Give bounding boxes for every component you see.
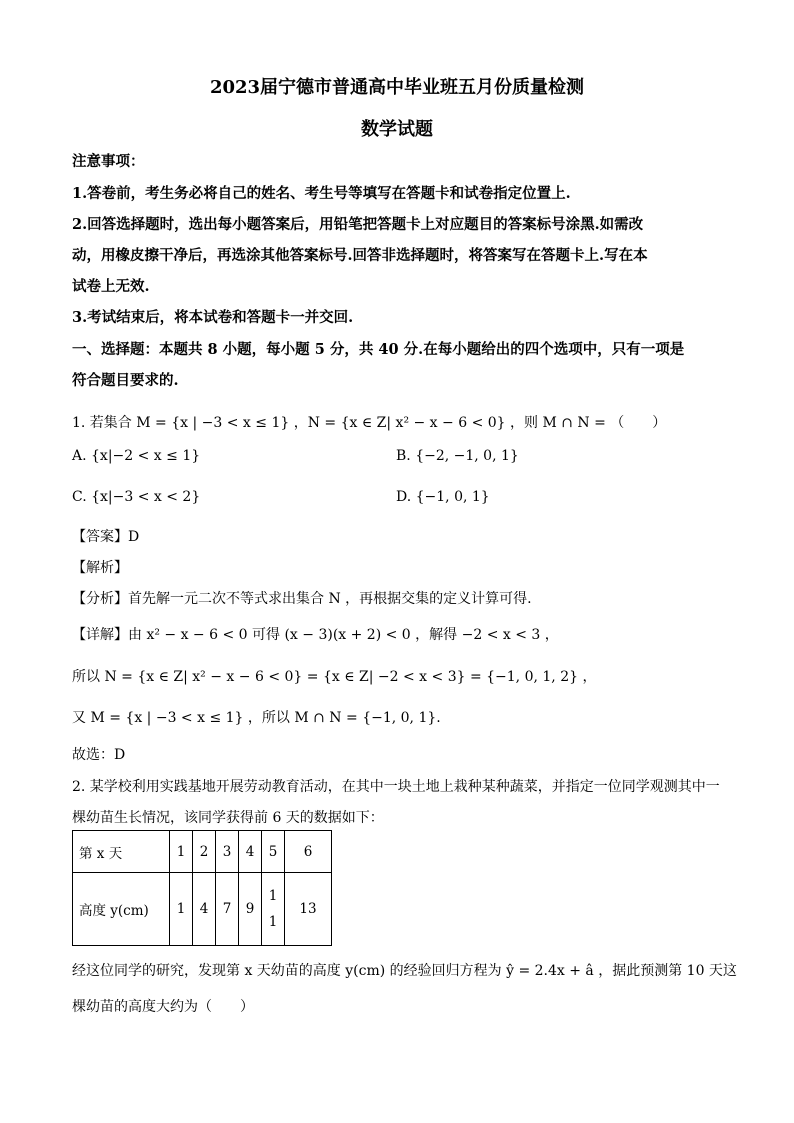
data-table — [72, 830, 332, 946]
question-1-answer: 【答案】D — [72, 529, 140, 545]
table-cell: 2 — [193, 831, 216, 873]
table-cell: 4 — [239, 831, 262, 873]
notes-item-1: 1.答卷前，考生务必将自己的姓名、考生号等填写在答题卡和试卷指定位置上. — [72, 185, 571, 202]
section-heading-line-2: 符合题目要求的. — [72, 372, 179, 389]
question-2-after-line-1: 经这位同学的研究，发现第 x 天幼苗的高度 y(cm) 的经验回归方程为 ŷ = 2.4x + â ，据此预测第 10 天这 — [72, 963, 737, 979]
notes-item-2-line-1: 2.回答选择题时，选出每小题答案后，用铅笔把答题卡上对应题目的答案标号涂黑.如需改 — [72, 216, 644, 233]
question-1-option-d: D. {−1, 0, 1} — [396, 489, 490, 505]
table-cell: 1 — [170, 831, 193, 873]
table-row — [73, 831, 332, 873]
question-1-option-a: A. {x|−2 < x ≤ 1} — [72, 448, 201, 464]
notes-item-3: 3.考试结束后，将本试卷和答题卡一并交回. — [72, 309, 354, 326]
table-cell: 5 — [262, 831, 285, 873]
question-1-analysis: 【分析】首先解一元二次不等式求出集合 N ，再根据交集的定义计算可得. — [72, 591, 532, 607]
question-2-stem-line-1: 2. 某学校利用实践基地开展劳动教育活动，在其中一块土地上栽种某种蔬菜，并指定一位同学观测其中一 — [72, 779, 720, 795]
question-1-detail: 【详解】由 x² − x − 6 < 0 可得 (x − 3)(x + 2) < 0 ，解得 −2 < x < 3 ， — [72, 627, 559, 643]
table-header-height: 高度 y(cm) — [73, 873, 170, 946]
table-cell-line: 1 — [268, 888, 278, 904]
table-cell-stacked — [262, 873, 285, 946]
page-subtitle: 数学试题 — [361, 119, 433, 140]
question-1-solution-line-2: 又 M = {x | −3 < x ≤ 1} ，所以 M ∩ N = {−1, 0, 1}. — [72, 710, 441, 726]
table-cell-line: 1 — [268, 914, 278, 930]
table-cell: 4 — [193, 873, 216, 946]
question-2-after-line-2: 棵幼苗的高度大约为（ ） — [72, 999, 254, 1015]
notes-item-2-line-2: 动，用橡皮擦干净后，再选涂其他答案标号.回答非选择题时，将答案写在答题卡上.写在本 — [72, 247, 648, 264]
question-1-stem: 1. 若集合 M = {x | −3 < x ≤ 1} ，N = {x ∈ Z| x² − x − 6 < 0} ，则 M ∩ N = （ ） — [72, 415, 667, 431]
page-title: 2023届宁德市普通高中毕业班五月份质量检测 — [209, 77, 585, 98]
table-cell: 6 — [285, 831, 332, 873]
table-cell: 3 — [216, 831, 239, 873]
question-1-choice: 故选：D — [72, 747, 126, 763]
table-header-day: 第 x 天 — [73, 831, 170, 873]
notes-item-2-line-3: 试卷上无效. — [72, 278, 150, 295]
question-1-analysis-heading: 【解析】 — [72, 560, 128, 576]
question-1-option-c: C. {x|−3 < x < 2} — [72, 489, 201, 505]
question-2-stem-line-2: 棵幼苗生长情况，该同学获得前 6 天的数据如下： — [72, 810, 384, 826]
table-cell: 1 — [170, 873, 193, 946]
notes-heading: 注意事项： — [72, 153, 145, 170]
table-row — [73, 873, 332, 946]
section-heading-line-1: 一、选择题：本题共 8 小题，每小题 5 分，共 40 分.在每小题给出的四个选项中，只有一项是 — [72, 341, 685, 358]
table-cell: 9 — [239, 873, 262, 946]
question-1-option-b: B. {−2, −1, 0, 1} — [396, 448, 519, 464]
table-cell: 13 — [285, 873, 332, 946]
question-1-solution-line-1: 所以 N = {x ∈ Z| x² − x − 6 < 0} = {x ∈ Z| −2 < x < 3} = {−1, 0, 1, 2} ， — [72, 669, 597, 685]
table-cell: 7 — [216, 873, 239, 946]
